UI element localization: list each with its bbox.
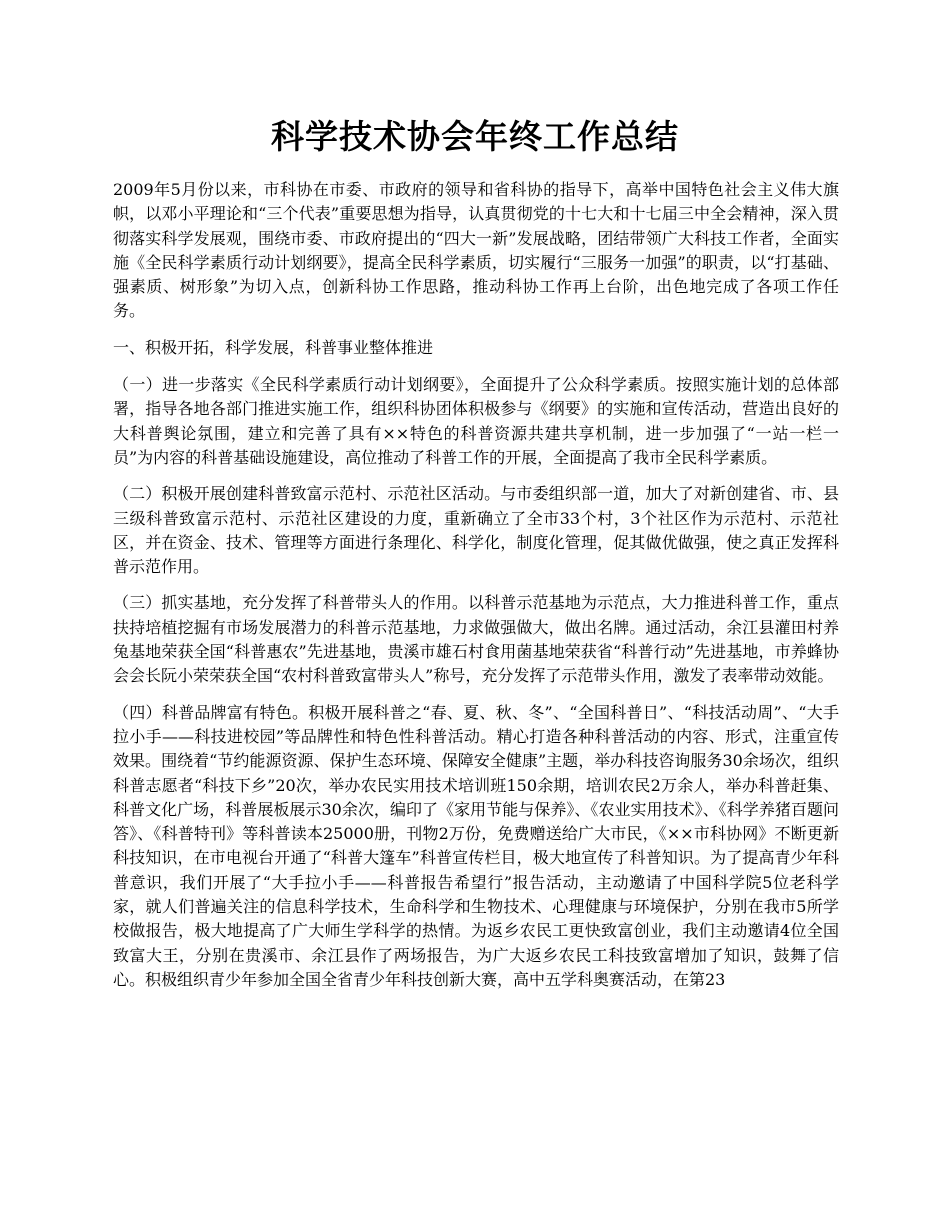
- intro-paragraph: 2009年5月份以来，市科协在市委、市政府的领导和省科协的指导下，高举中国特色社会主义伟大旗帜，以邓小平理论和“三个代表”重要思想为指导，认真贯彻党的十七大和十七届三中全会精神，深入贯彻落实科学发展观，围绕市委、市政府提出的“四大一新”发展战略，团结带领广大科技工作者，全面实施《全民科学素质行动计划纲要》，提高全民科学素质，切实履行“三服务一加强”的职责，以“打基础、强素质、树形象”为切入点，创新科协工作思路，推动科协工作再上台阶，出色地完成了各项工作任务。: [113, 180, 839, 321]
- paragraph-2: （二）积极开展创建科普致富示范村、示范社区活动。与市委组织部一道，加大了对新创建省、市、县三级科普致富示范村、示范社区建设的力度，重新确立了全市33个村，3个社区作为示范村、示范社区，并在资金、技术、管理等方面进行条理化、科学化，制度化管理，促其做优做强，使之真正发挥科普示范作用。: [113, 484, 839, 577]
- document-title: 科学技术协会年终工作总结: [271, 117, 679, 156]
- paragraph-1: （一）进一步落实《全民科学素质行动计划纲要》，全面提升了公众科学素质。按照实施计划的总体部署，指导各地各部门推进实施工作，组织科协团体积极参与《纲要》的实施和宣传活动，营造出良好的大科普舆论氛围，建立和完善了具有××特色的科普资源共建共享机制，进一步加强了“一站一栏一员”为内容的科普基础设施建设，高位推动了科普工作的开展，全面提高了我市全民科学素质。: [113, 375, 839, 467]
- document-body: [113, 178, 839, 1004]
- paragraph-3: （三）抓实基地，充分发挥了科普带头人的作用。以科普示范基地为示范点，大力推进科普工作，重点扶持培植挖掘有市场发展潜力的科普示范基地，力求做强做大，做出名牌。通过活动，余江县灌田村养兔基地荣获全国“科普惠农”先进基地，贵溪市雄石村食用菌基地荣获省“科普行动”先进基地，市养蜂协会会长阮小荣荣获全国“农村科普致富带头人”称号，充分发挥了示范带头作用，激发了表率带动效能。: [113, 593, 839, 686]
- section-heading: 一、积极开拓，科学发展，科普事业整体推进: [113, 337, 434, 357]
- paragraph-4: （四）科普品牌富有特色。积极开展科普之“春、夏、秋、冬”、“全国科普日”、“科技活动周”、“大手拉小手——科技进校园”等品牌性和特色性科普活动。精心打造各种科普活动的内容、形式，注重宣传效果。围绕着“节约能源资源、保护生态环境、保障安全健康”主题，举办科技咨询服务30余场次，组织科普志愿者“科技下乡”20次，举办农民实用技术培训班150余期，培训农民2万余人，举办科普赶集、科普文化广场，科普展板展示30余次，编印了《家用节能与保养》、《农业实用技术》、《科学养猪百题问答》、《科普特刊》等科普读本25000册，刊物2万份，免费赠送给广大市民，《××市科协网》不断更新科技知识，在市电视台开通了“科普大篷车”科普宣传栏目，极大地宣传了科普知识。为了提高青少年科普意识，我们开展了“大手拉小手——科普报告希望行”报告活动，主动邀请了中国科学院5位老科学家，就人们普遍关注的信息科学技术，生命科学和生物技术、心理健康与环境保护，分别在我市5所学校做报告，极大地提高了广大师生学科学的热情。为返乡农民工更快致富创业，我们主动邀请4位全国致富大王，分别在贵溪市、余江县作了两场报告，为广大返乡农民工科技致富增加了知识，鼓舞了信心。积极组织青少年参加全国全省青少年科技创新大赛，高中五学科奥赛活动，在第23: [113, 702, 839, 989]
